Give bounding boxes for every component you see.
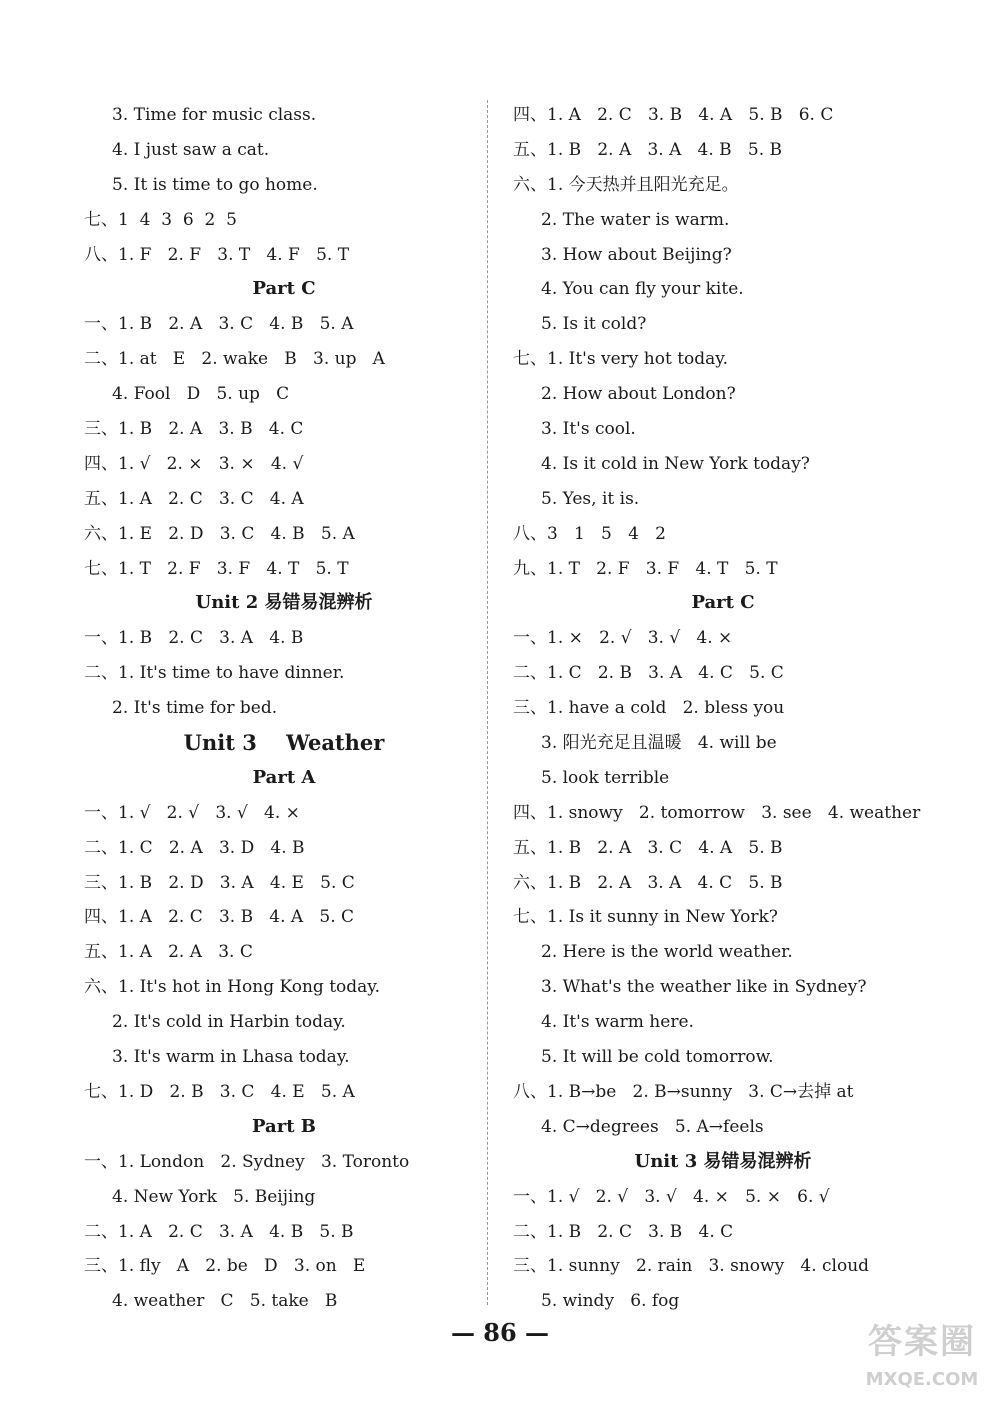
answer-line: 一、1. √ 2. √ 3. √ 4. × xyxy=(84,802,300,823)
answer-line: 4. C→degrees 5. A→feels xyxy=(541,1116,764,1137)
answer-line: 4. weather C 5. take B xyxy=(112,1291,338,1312)
answer-line: 九、1. T 2. F 3. F 4. T 5. T xyxy=(513,558,778,579)
answer-line: 六、1. 今天热并且阳光充足。 xyxy=(513,174,739,195)
answer-line: 3. It's warm in Lhasa today. xyxy=(112,1047,350,1068)
answer-line: 2. How about London? xyxy=(541,384,736,405)
answer-line: 二、1. at E 2. wake B 3. up A xyxy=(84,349,385,370)
answer-line: 4. It's warm here. xyxy=(541,1012,694,1033)
answer-line: 3. 阳光充足且温暖 4. will be xyxy=(541,733,777,754)
answer-line: 5. Yes, it is. xyxy=(541,488,640,509)
answer-line: 七、1. Is it sunny in New York? xyxy=(513,907,778,928)
answer-line: 五、1. B 2. A 3. C 4. A 5. B xyxy=(513,837,783,858)
answer-line: 2. It's cold in Harbin today. xyxy=(112,1012,346,1033)
left-answer-column xyxy=(84,98,484,1319)
answer-line: 四、1. snowy 2. tomorrow 3. see 4. weather xyxy=(513,802,921,823)
right-answer-column xyxy=(513,98,933,1319)
section-heading: Part B xyxy=(252,1115,316,1137)
answer-line: 4. Is it cold in New York today? xyxy=(541,453,810,474)
answer-line: 五、1. B 2. A 3. A 4. B 5. B xyxy=(513,139,782,160)
answer-line: 二、1. C 2. B 3. A 4. C 5. C xyxy=(513,663,784,684)
watermark-text: 答案圈 xyxy=(868,1322,976,1362)
answer-line: 3. What's the weather like in Sydney? xyxy=(541,977,867,998)
answer-line: 2. The water is warm. xyxy=(541,209,730,230)
answer-line: 三、1. sunny 2. rain 3. snowy 4. cloud xyxy=(513,1256,870,1277)
answer-line: 一、1. √ 2. √ 3. √ 4. × 5. × 6. √ xyxy=(513,1186,830,1207)
answer-line: 4. I just saw a cat. xyxy=(112,139,270,160)
answer-line: 5. Is it cold? xyxy=(541,314,647,335)
answer-line: 七、1. It's very hot today. xyxy=(513,349,729,370)
answer-line: 二、1. B 2. C 3. B 4. C xyxy=(513,1221,734,1242)
answer-line: 五、1. A 2. A 3. C xyxy=(84,942,253,963)
answer-line: 八、1. F 2. F 3. T 4. F 5. T xyxy=(84,244,350,265)
answer-line: 三、1. fly A 2. be D 3. on E xyxy=(84,1256,366,1277)
answer-line: 七、1 4 3 6 2 5 xyxy=(84,209,237,230)
answer-line: 三、1. B 2. A 3. B 4. C xyxy=(84,419,304,440)
answer-line: 3. How about Beijing? xyxy=(541,244,732,265)
unit-title: Unit 3 Weather xyxy=(183,730,385,756)
answer-line: 三、1. have a cold 2. bless you xyxy=(513,698,785,719)
answer-line: 一、1. × 2. √ 3. √ 4. × xyxy=(513,628,733,649)
answer-line: 一、1. London 2. Sydney 3. Toronto xyxy=(84,1151,410,1172)
answer-line: 七、1. D 2. B 3. C 4. E 5. A xyxy=(84,1081,355,1102)
answer-line: 5. look terrible xyxy=(541,767,670,788)
answer-line: 一、1. B 2. A 3. C 4. B 5. A xyxy=(84,314,354,335)
answer-line: 二、1. C 2. A 3. D 4. B xyxy=(84,837,305,858)
answer-line: 4. You can fly your kite. xyxy=(541,279,744,300)
answer-line: 四、1. √ 2. × 3. × 4. √ xyxy=(84,453,304,474)
answer-line: 5. It will be cold tomorrow. xyxy=(541,1047,774,1068)
answer-line: 3. It's cool. xyxy=(541,419,636,440)
answer-line: 八、3 1 5 4 2 xyxy=(513,523,666,544)
section-heading: Part C xyxy=(691,592,755,614)
answer-line: 5. It is time to go home. xyxy=(112,174,318,195)
answer-line: 二、1. A 2. C 3. A 4. B 5. B xyxy=(84,1221,354,1242)
section-heading: Unit 3 易错易混辨析 xyxy=(634,1150,812,1172)
answer-line: 5. windy 6. fog xyxy=(541,1291,680,1312)
section-heading: Part C xyxy=(252,278,316,300)
answer-line: 2. Here is the world weather. xyxy=(541,942,793,963)
answer-line: 四、1. A 2. C 3. B 4. A 5. C xyxy=(84,907,355,928)
answer-line: 4. Fool D 5. up C xyxy=(112,384,290,405)
answer-line: 2. It's time for bed. xyxy=(112,698,278,719)
answer-line: 六、1. It's hot in Hong Kong today. xyxy=(84,977,381,998)
answer-line: 三、1. B 2. D 3. A 4. E 5. C xyxy=(84,872,355,893)
answer-line: 八、1. B→be 2. B→sunny 3. C→去掉 at xyxy=(513,1081,854,1102)
watermark-url: MXQE.COM xyxy=(865,1369,979,1390)
section-heading: Unit 2 易错易混辨析 xyxy=(195,592,373,614)
answer-line: 六、1. E 2. D 3. C 4. B 5. A xyxy=(84,523,355,544)
watermark-logo xyxy=(852,1316,992,1406)
answer-line: 六、1. B 2. A 3. A 4. C 5. B xyxy=(513,872,783,893)
column-divider xyxy=(487,100,488,1305)
answer-line: 五、1. A 2. C 3. C 4. A xyxy=(84,488,304,509)
answer-line: 3. Time for music class. xyxy=(112,105,317,125)
answer-line: 四、1. A 2. C 3. B 4. A 5. B 6. C xyxy=(513,105,834,125)
section-heading: Part A xyxy=(252,766,316,788)
answer-line: 4. New York 5. Beijing xyxy=(112,1186,316,1207)
answer-line: 二、1. It's time to have dinner. xyxy=(84,663,345,684)
answer-line: 七、1. T 2. F 3. F 4. T 5. T xyxy=(84,558,349,579)
answer-line: 一、1. B 2. C 3. A 4. B xyxy=(84,628,304,649)
page-number: — 86 — xyxy=(450,1318,550,1347)
